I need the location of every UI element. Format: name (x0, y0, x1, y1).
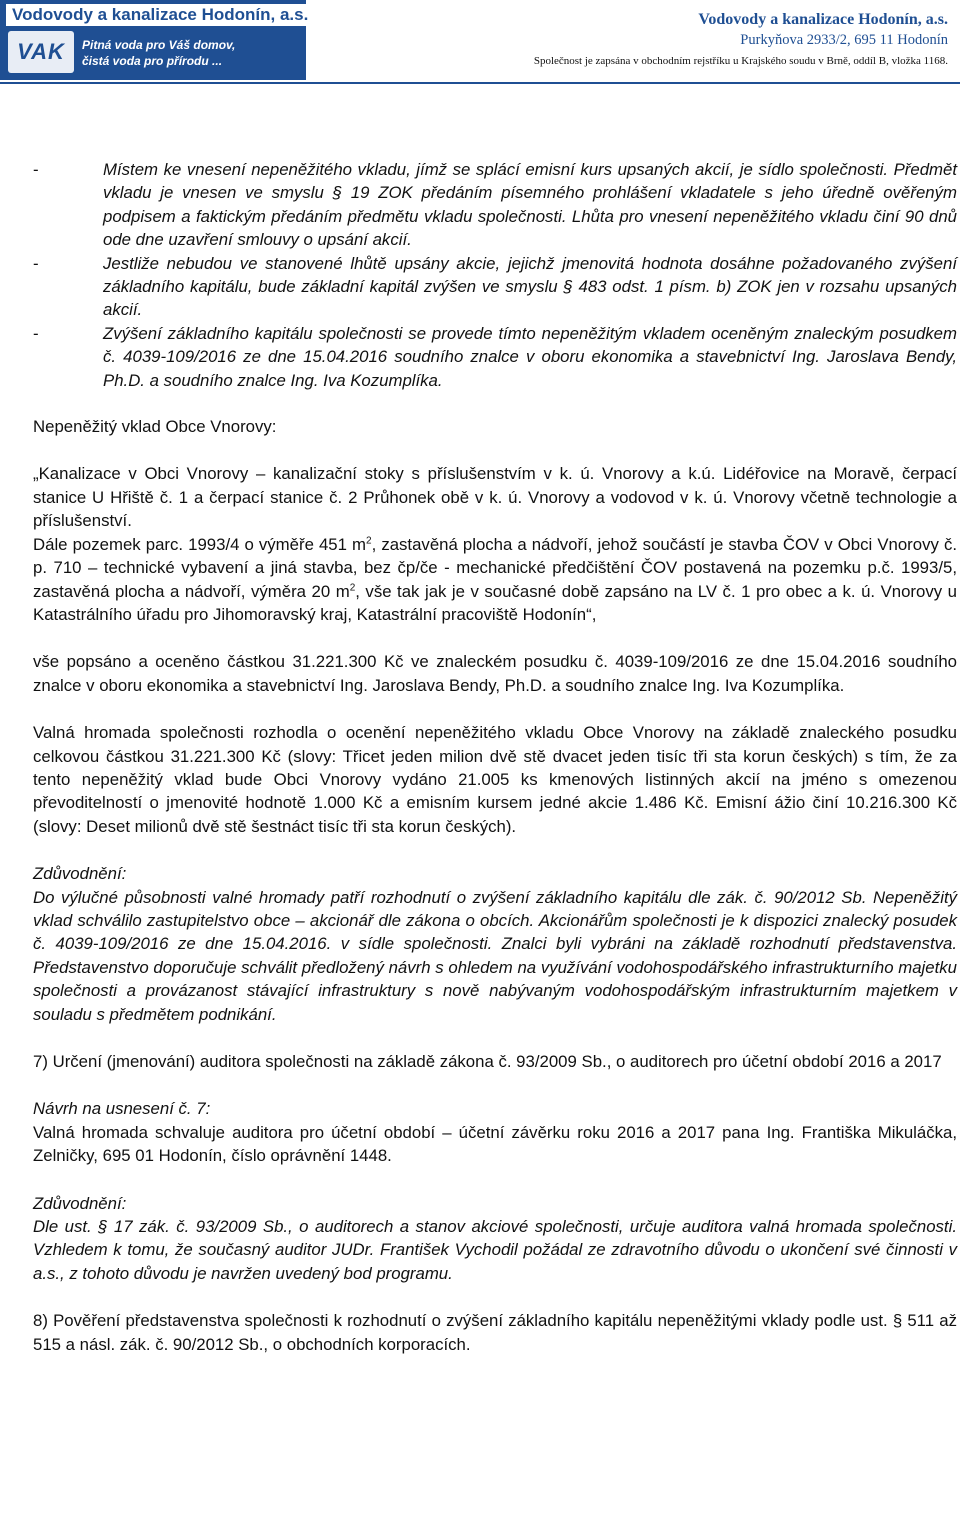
paragraph-vklad-parcel (33, 533, 957, 627)
vak-logo-icon (8, 31, 74, 73)
header-divider (0, 82, 960, 84)
document-body (33, 158, 957, 1356)
heading-justification-2: Zdůvodnění: (33, 1193, 127, 1213)
paragraph-justification-2: Dle ust. § 17 zák. č. 93/2009 Sb., o auditorech a stanov akciové společnosti, určuje auditora valná hromada společnosti. Vzhledem k tomu, že současný auditor JUDr. František Vychodil požádal ze zdravotního důvodu o ukončení své činnosti v a.s., z tohoto důvodu je navržen uvedený bod programu. (33, 1217, 957, 1283)
logo-company-name: Vodovody a kanalizace Hodonín, a.s. (6, 4, 306, 26)
superscript-2: 2 (349, 581, 356, 593)
company-info (534, 10, 948, 72)
dash-item-contribution-place: - Místem ke vnesení nepeněžitého vkladu, jímž se splácí emisní kurs upsaných akcií, je sídlo společnosti. Předmět vkladu je vnesen ve smyslu § 19 ZOK předáním písemného prohlášení vkladatele s jeho úředně ověřeným podpisem a faktickým předáním předmětu vkladu společnosti. Lhůta pro vnesení nepeněžitého vkladu činí 90 dnů ode dne uzavření smlouvy o upsání akcií. (33, 158, 957, 252)
text-parcel-part-3: , vše tak jak je v současné době zapsáno na LV č. 1 pro obec a k. ú. Vnorovy u Katastrálního úřadu pro Jihomoravský kraj, Katastrální pracoviště Hodonín“, (33, 581, 957, 624)
paragraph-resolution-proposal-7: Valná hromada schvaluje auditora pro účetní období – účetní závěrku roku 2016 a 2017 pana Ing. Františka Mikuláčka, Zelničky, 695 01 Hodonín, číslo oprávnění 1448. (33, 1122, 957, 1166)
letterhead (0, 0, 960, 84)
logo-slogan-line-2: čistá voda pro přírodu ... (82, 54, 223, 68)
paragraph-valuation: vše popsáno a oceněno částkou 31.221.300 Kč ve znaleckém posudku č. 4039-109/2016 ze dne 15.04.2016 soudního znalce v oboru ekonomika a stavebnictví Ing. Jaroslava Bendy, Ph.D. a soudního znalce Ing. Iva Kozumplíka. (33, 652, 957, 695)
text-parcel-part-2: , zastavěná plocha a nádvoří, jehož součástí je stavba ČOV v Obci Vnorovy č. p. 710 – technické vybavení a jiná stavba, bez čp/če - mechanické předčištění ČOV postavená na pozemku p.č. 1993/5, zastavěná plocha a nádvoří, výměra 20 m (33, 534, 958, 601)
agenda-point-7: 7) Určení (jmenování) auditora společnosti na základě zákona č. 93/2009 Sb., o auditorech pro účetní období 2016 a 2017 (33, 1052, 942, 1071)
superscript-2: 2 (366, 535, 372, 547)
paragraph-general-meeting-decision: Valná hromada společnosti rozhodla o ocenění nepeněžitého vkladu Obce Vnorovy na základě znaleckého posudku celkovou částkou 31.221.300 Kč (slovy: Třicet jeden milion dvě stě dvacet jeden tisíc tři sta korun českých) s tím, že za tento nepeněžitý vklad bude Obci Vnorovy vydáno 21.005 ks kmenových listinných akcií na jméno s omezenou převoditelností o jmenovité hodnotě 1.000 Kč a emisním kursem jedné akcie 1.486 Kč. Emisní ážio činí 10.216.300 Kč (slovy: Deset milionů dvě stě šestnáct tisíc tři sta korun českých). (33, 723, 957, 836)
dash-item-deadline: - Jestliže nebudou ve stanovené lhůtě upsány akcie, jejichž jmenovitá hodnota dosáhne požadovaného zvýšení základního kapitálu, bude základní kapitál zvýšen ve smyslu § 483 odst. 1 písm. b) ZOK jen v rozsahu upsaných akcií. (33, 252, 957, 322)
paragraph-vklad-description: „Kanalizace v Obci Vnorovy – kanalizační stoky s příslušenstvím v k. ú. Vnorovy a k.ú. Lidéřovice na Moravě, čerpací stanice U Hřiště č. 1 a čerpací stanice č. 2 Průhonek obě v k. ú. Vnorovy a vodovod v k. ú. Vnorovy včetně technologie a příslušenství. (33, 464, 957, 531)
agenda-point-8: 8) Pověření představenstva společnosti k rozhodnutí o zvýšení základního kapitálu nepeněžitými vklady podle ust. § 511 až 515 a násl. zák. č. 90/2012 Sb., o obchodních korporacích. (33, 1311, 957, 1354)
company-address: Purkyňova 2933/2, 695 11 Hodonín (740, 32, 948, 48)
logo-slogan (82, 37, 235, 69)
heading-resolution-proposal-7: Návrh na usnesení č. 7: (33, 1099, 211, 1119)
logo-mark-text: VAK (17, 39, 65, 64)
dash-item-capital-increase: - Zvýšení základního kapitálu společnosti se provede tímto nepeněžitým vkladem oceněným znaleckým posudkem č. 4039-109/2016 ze dne 15.04.2016 soudního znalce v oboru ekonomika a stavebnictví Ing. Jaroslava Bendy, Ph.D. a soudního znalce Ing. Iva Kozumplíka. (33, 322, 957, 392)
company-logo (0, 0, 309, 80)
paragraph-justification: Do výlučné působnosti valné hromady patří rozhodnutí o zvýšení základního kapitálu dle zák. č. 90/2012 Sb. Nepeněžitý vklad schválilo zastupitelstvo obce – akcionář dle zákona o obcích. Akcionářům společnosti je k dispozici znalecký posudek č. 4039-109/2016 ze dne 15.04.2016. v sídle společnosti. Znalci byli vybráni na základě rozhodnutí představenstva. Představenstvo doporučuje schválit předložený návrh s ohledem na využívání vodohospodářského infrastrukturního majetku společnosti a provázanost stávající infrastruktury s nově nabývaným vodohospodářským infrastrukturním majetkem v souladu s předmětem podnikání. (33, 887, 957, 1024)
heading-justification: Zdůvodnění: (33, 864, 127, 884)
section-heading-vklad: Nepeněžitý vklad Obce Vnorovy: (33, 417, 277, 437)
company-register-note: Společnost je zapsána v obchodním rejstříku u Krajského soudu v Brně, oddíl B, vložka 1168. (533, 55, 948, 67)
company-name: Vodovody a kanalizace Hodonín, a.s. (698, 11, 948, 28)
logo-slogan-line-1: Pitná voda pro Váš domov, (82, 38, 236, 52)
text-parcel-part-1: Dále pozemek parc. 1993/4 o výměře 451 m (33, 534, 367, 554)
